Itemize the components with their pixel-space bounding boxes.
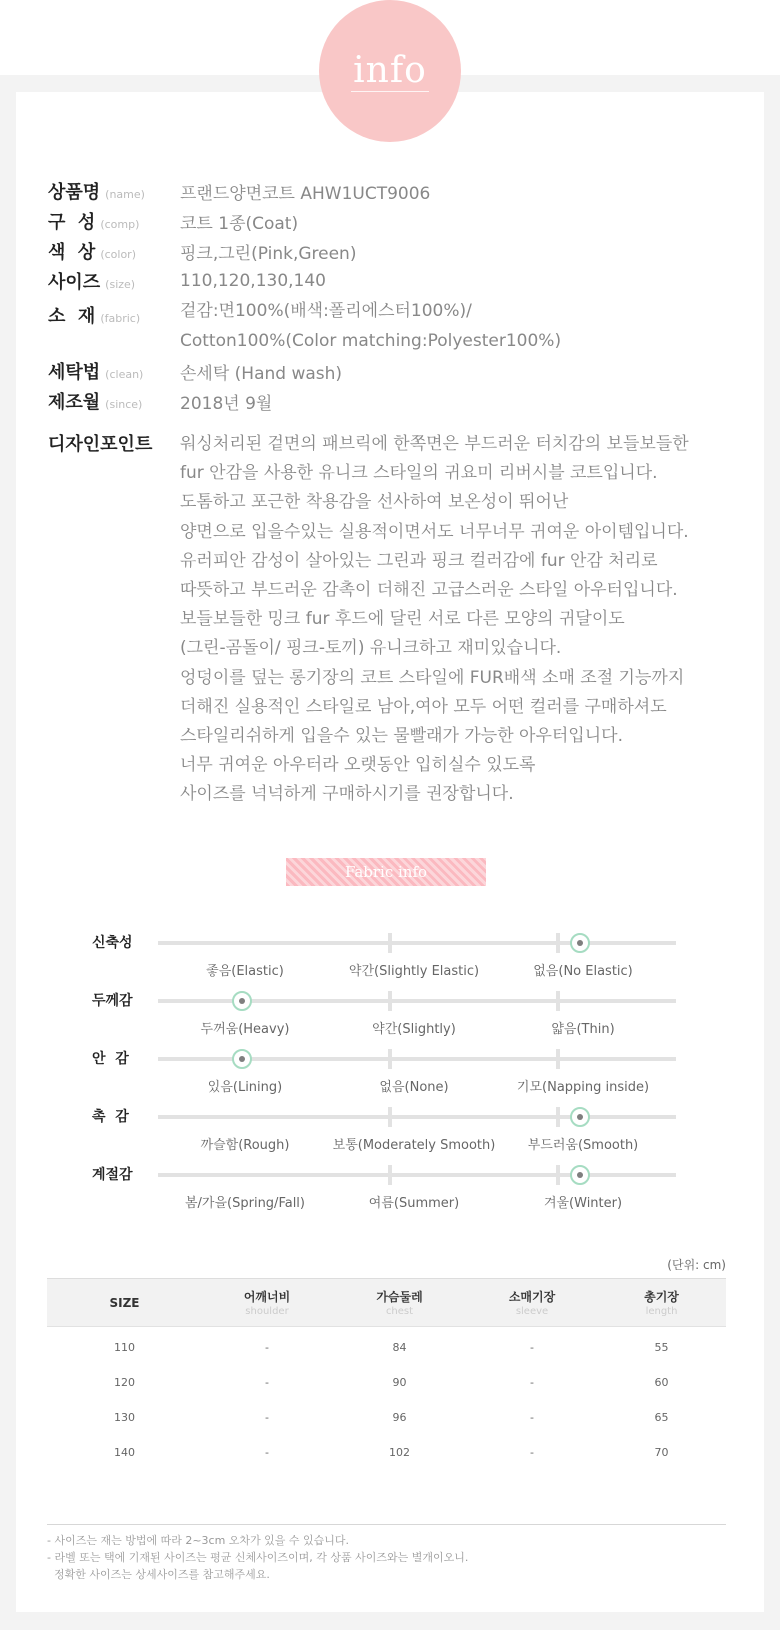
scale-tick xyxy=(556,1165,560,1185)
table-cell: 90 xyxy=(392,1376,407,1389)
spec-value: 손세탁 (Hand wash) xyxy=(180,363,343,384)
table-row xyxy=(47,1435,726,1470)
spec-value: 프랜드양면코트 AHW1UCT9006 xyxy=(180,183,431,204)
header-sub: sleeve xyxy=(515,1306,549,1317)
scale-selected-dot xyxy=(232,1049,252,1069)
spec-label: 사이즈 xyxy=(48,272,101,293)
spec-value: 2018년 9월 xyxy=(180,393,273,414)
spec-row-fabric xyxy=(48,296,748,356)
header-cell-chest xyxy=(332,1279,467,1326)
spec-row-size xyxy=(48,266,748,296)
spec-label: 색 상 xyxy=(48,242,96,263)
table-cell: 65 xyxy=(654,1411,669,1424)
scale-option: 부드러움(Smooth) xyxy=(527,1138,639,1153)
design-line: 워싱처리된 겉면의 패브릭에 한쪽면은 부드러운 터치감의 보들보들한 xyxy=(180,434,689,454)
scale-track xyxy=(158,999,676,1003)
scale-option: 기모(Napping inside) xyxy=(516,1080,650,1095)
design-line: 도톰하고 포근한 착용감을 선사하여 보온성이 뛰어난 xyxy=(180,492,569,513)
scale-track xyxy=(158,1057,676,1061)
info-badge-label: info xyxy=(353,49,427,91)
fabric-scale xyxy=(92,1048,692,1096)
scale-selected-dot xyxy=(570,1165,590,1185)
table-cell: - xyxy=(265,1341,269,1354)
scale-tick xyxy=(388,1049,392,1069)
spec-value-line2: Cotton100%(Color matching:Polyester100%) xyxy=(180,331,562,351)
design-line: 양면으로 입을수있는 실용적이면서도 너무너무 귀여운 아이템입니다. xyxy=(180,521,689,542)
scale-tick xyxy=(556,1107,560,1127)
table-row xyxy=(47,1330,726,1365)
spec-label: 상품명 xyxy=(48,182,101,203)
size-notes xyxy=(47,1532,468,1583)
table-cell: 96 xyxy=(392,1411,407,1424)
design-point-label: 디자인포인트 xyxy=(48,434,153,455)
table-cell: 84 xyxy=(392,1341,407,1354)
scale-tick xyxy=(556,933,560,953)
header-cell-length xyxy=(597,1279,726,1326)
table-cell: - xyxy=(530,1341,534,1354)
scale-option: 까슬함(Rough) xyxy=(200,1138,290,1153)
header-cell-sleeve xyxy=(467,1279,597,1326)
design-point xyxy=(48,430,748,810)
fabric-scale xyxy=(92,990,692,1038)
spec-row-since xyxy=(48,386,748,416)
fabric-scale xyxy=(92,1106,692,1154)
fabric-scale-label: 계절감 xyxy=(92,1167,133,1183)
spec-row-color xyxy=(48,236,748,266)
spec-row-comp xyxy=(48,206,748,236)
spec-sublabel: (size) xyxy=(105,278,136,291)
scale-option: 있음(Lining) xyxy=(207,1080,283,1095)
scale-option: 없음(No Elastic) xyxy=(533,964,633,979)
table-cell: - xyxy=(530,1446,534,1459)
spec-sublabel: (clean) xyxy=(105,368,144,381)
scale-track xyxy=(158,1115,676,1119)
scale-option: 여름(Summer) xyxy=(368,1196,460,1211)
scale-option: 약간(Slightly Elastic) xyxy=(348,964,480,979)
spec-label: 구 성 xyxy=(48,212,96,233)
header-sub: length xyxy=(645,1306,678,1317)
design-line: 유러피안 감성이 살아있는 그린과 핑크 컬러감에 fur 안감 처리로 xyxy=(180,550,658,571)
table-cell: - xyxy=(265,1411,269,1424)
fabric-scale xyxy=(92,1164,692,1212)
scale-option: 두꺼움(Heavy) xyxy=(200,1022,290,1037)
scale-track xyxy=(158,1173,676,1177)
design-line: 더해진 실용적인 스타일로 남아,여아 모두 어떤 컬러를 구매하셔도 xyxy=(180,696,667,717)
notes-divider xyxy=(47,1524,726,1525)
fabric-info-banner xyxy=(286,858,486,886)
scale-option: 봄/가을(Spring/Fall) xyxy=(184,1196,305,1211)
size-table-body xyxy=(47,1327,726,1470)
scale-option: 보통(Moderately Smooth) xyxy=(332,1138,496,1153)
scale-option: 약간(Slightly) xyxy=(372,1022,456,1037)
fabric-info-title: Fabric info xyxy=(344,863,428,881)
header-main: SIZE xyxy=(109,1295,140,1310)
scale-selected-dot xyxy=(570,1107,590,1127)
scale-tick xyxy=(388,1165,392,1185)
header-sub: shoulder xyxy=(245,1306,289,1317)
header-cell-shoulder xyxy=(202,1279,332,1326)
spec-sublabel: (color) xyxy=(100,248,136,261)
size-table-header xyxy=(47,1278,726,1327)
fabric-scale-label: 촉 감 xyxy=(92,1109,129,1125)
scale-option: 얇음(Thin) xyxy=(551,1022,615,1037)
header-main: 총기장 xyxy=(644,1290,679,1304)
table-row xyxy=(47,1400,726,1435)
size-table xyxy=(47,1278,726,1470)
design-line: 스타일리쉬하게 입을수 있는 물빨래가 가능한 아우터입니다. xyxy=(180,726,623,747)
spec-value: 핑크,그린(Pink,Green) xyxy=(180,243,357,264)
spec-sublabel: (name) xyxy=(105,188,145,201)
spec-list xyxy=(48,176,748,416)
table-cell: 140 xyxy=(114,1446,135,1459)
design-line: 보들보들한 밍크 fur 후드에 달린 서로 다른 모양의 귀달이도 xyxy=(180,609,625,630)
scale-option: 겨울(Winter) xyxy=(543,1196,623,1211)
table-cell: 120 xyxy=(114,1376,135,1389)
spec-sublabel: (since) xyxy=(105,398,143,411)
table-cell: 102 xyxy=(389,1446,410,1459)
scale-tick xyxy=(388,991,392,1011)
fabric-scale-label: 두께감 xyxy=(92,993,133,1009)
header-main: 가슴둘레 xyxy=(376,1290,423,1304)
table-cell: - xyxy=(530,1376,534,1389)
note-line: - 라벨 또는 택에 기재된 사이즈는 평균 신체사이즈이며, 각 상품 사이즈와는 별개이오니. xyxy=(47,1551,469,1564)
scale-selected-dot xyxy=(232,991,252,1011)
design-line: 따뜻하고 부드러운 감촉이 더해진 고급스러운 스타일 아우터입니다. xyxy=(180,580,678,601)
scale-tick xyxy=(388,933,392,953)
spec-label: 소 재 xyxy=(48,306,96,327)
table-row xyxy=(47,1365,726,1400)
unit-label: (단위: cm) xyxy=(667,1258,726,1272)
spec-value: 겉감:면100%(배색:폴리에스터100%)/ xyxy=(180,301,472,321)
table-cell: 110 xyxy=(114,1341,135,1354)
header-cell-size xyxy=(47,1279,202,1326)
design-line: 엉덩이를 덮는 롱기장의 코트 스타일에 FUR배색 소매 조절 기능까지 xyxy=(180,667,685,688)
design-line: (그린-곰돌이/ 핑크-토끼) 유니크하고 재미있습니다. xyxy=(180,638,562,659)
scale-option: 없음(None) xyxy=(379,1080,449,1095)
table-cell: 60 xyxy=(654,1376,669,1389)
design-line: fur 안감을 사용한 유니크 스타일의 귀요미 리버시블 코트입니다. xyxy=(180,463,658,484)
table-cell: 70 xyxy=(654,1446,669,1459)
table-cell: - xyxy=(530,1411,534,1424)
spec-row-name xyxy=(48,176,748,206)
fabric-scale xyxy=(92,932,692,980)
spec-label: 세탁법 xyxy=(48,362,101,383)
header-main: 어깨너비 xyxy=(243,1290,291,1304)
scale-track xyxy=(158,941,676,945)
note-line: 정확한 사이즈는 상세사이즈를 참고해주세요. xyxy=(47,1568,270,1581)
scale-tick xyxy=(556,991,560,1011)
table-cell: 130 xyxy=(114,1411,135,1424)
design-point-text xyxy=(180,430,689,810)
scale-option: 좋음(Elastic) xyxy=(206,964,284,979)
spec-value: 110,120,130,140 xyxy=(180,271,327,291)
spec-sublabel: (fabric) xyxy=(100,312,141,325)
info-badge xyxy=(319,0,461,142)
spec-label: 제조월 xyxy=(48,392,101,413)
table-cell: 55 xyxy=(654,1341,669,1354)
note-line: - 사이즈는 재는 방법에 따라 2~3cm 오차가 있을 수 있습니다. xyxy=(47,1534,350,1547)
scale-tick xyxy=(388,1107,392,1127)
table-cell: - xyxy=(265,1376,269,1389)
table-cell: - xyxy=(265,1446,269,1459)
scale-tick xyxy=(556,1049,560,1069)
fabric-scale-label: 안 감 xyxy=(92,1051,129,1067)
spec-value: 코트 1종(Coat) xyxy=(180,213,299,234)
design-line: 너무 귀여운 아우터라 오랫동안 입히실수 있도록 xyxy=(180,755,536,776)
scale-selected-dot xyxy=(570,933,590,953)
design-line: 사이즈를 넉넉하게 구매하시기를 권장합니다. xyxy=(180,784,514,805)
header-sub: chest xyxy=(385,1306,414,1317)
spec-row-clean xyxy=(48,356,748,386)
header-main: 소매기장 xyxy=(508,1290,556,1304)
spec-sublabel: (comp) xyxy=(100,218,140,231)
fabric-scale-label: 신축성 xyxy=(92,935,133,951)
